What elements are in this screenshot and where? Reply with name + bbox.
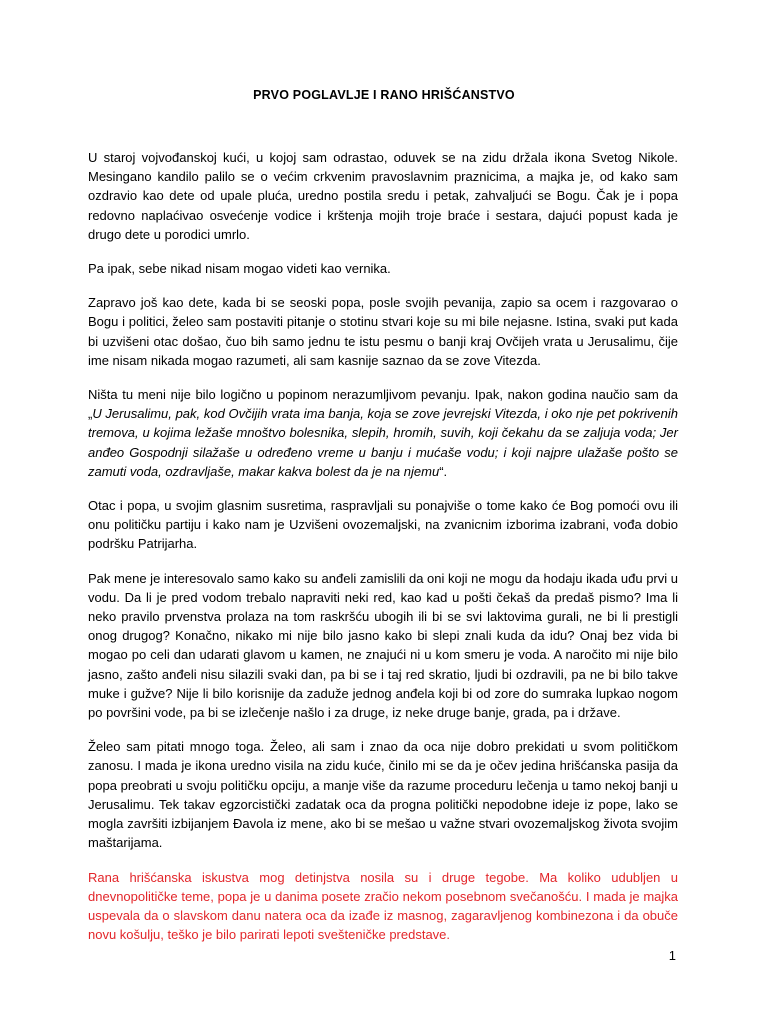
paragraph-highlighted: Rana hrišćanska iskustva mog detinjstva nosila su i druge tegobe. Ma koliko udubljen u dnevnopolitičke teme, popa je u danima posete zračio nekom posebnom svečanošću. I mada je majka uspevala da o slavskom danu natera oca da izađe iz masnog, zagaravljenog kombinezona i da obuče novu košulju, teško je bilo parirati lepoti svešteničke predstave. — [88, 869, 678, 943]
paragraph-quote — [88, 385, 678, 481]
document-body — [88, 148, 678, 959]
paragraph-6: Želeo sam pitati mnogo toga. Želeo, ali sam i znao da oca nije dobro prekidati u svom političkom zanosu. I mada je ikona uredno visila na zidu kuće, činilo mi se da je očev jedina hrišćanska pasija da popa preobrati u svoju političku opciju, a manje više da razume proceduru lečenja u tamo nekoj banji u Jerusalimu. Tek takav egzorcistički zadatak oca da progna politički nepodobne ideje iz pope, lako se mogla završiti izbijanjem Đavola iz mene, ako bi se mešao u važne stvari ovozemaljskog života svojim maštarijama. — [88, 739, 678, 851]
paragraph-2: Pa ipak, sebe nikad nisam mogao videti kao vernika. — [88, 261, 391, 277]
chapter-title: PRVO POGLAVLJE I RANO HRIŠĆANSTVO — [253, 88, 515, 102]
page-number: 1 — [668, 948, 676, 963]
bible-quote: U Jerusalimu, pak, kod Ovčijih vrata ima banja, koja se zove jevrejski Vitezda, i oko nje pet pokrivenih tremova, u kojima ležaše mnoštvo bolesnika, slepih, hromih, suvih, koji čekahu da se zaljuja voda; Jer anđeo Gospodnji silažaše u određeno vreme u banju i mućaše vodu; i koji najpre ulažaše pošto se zamuti voda, ozdravljaše, makar kakva bolest da je na njemu — [88, 406, 678, 479]
paragraph-5: Pak mene je interesovalo samo kako su anđeli zamislili da oni koji ne mogu da hodaju ikada uđu prvi u vodu. Da li je pred vodom trebalo napraviti neki red, kao kad u pošti čekaš da predaš pismo? Ima li neko pravilo prvenstva prolaza na tom raskršću ubogih ili bi se svi laktovima gurali, ne bi li prestigli onog drugog? Konačno, nikako mi nije bilo jasno kako bi slepi znali kuda da idu? Onaj bez vida bi mogao po celi dan udarati glavom u kamen, ne znajući ni u kom smeru je voda. A naročito mi nije bilo jasno, zašto anđeli nisu silazili svaki dan, pa bi se i taj red skratio, ljudi bi ozdravili, pa ne bi bilo takve muke i gužve? Nije li bilo korisnije da zaduže jednog anđela koji bi od zore do sumraka lupkao nogom po površini vode, pa bi se izlečenje našlo i za druge, iz neke druge banje, grada, pa i države. — [88, 570, 678, 721]
paragraph-4: Otac i popa, u svojim glasnim susretima, raspravljali su ponajviše o tome kako će Bog pomoći ovu ili onu političku partiju i kako nam je Uzvišeni ovozemaljski, na zvanicnim izborima izabrani, vođa dobio podršku Patrijarha. — [88, 498, 678, 552]
quote-outro: “. — [439, 463, 448, 479]
paragraph-3: Zapravo još kao dete, kada bi se seoski popa, posle svojih pevanija, zapio sa ocem i razgovarao o Bogu i politici, želeo sam postaviti pitanje o stotinu stvari koje su mi bile nejasne. Istina, svaki put kada bi uzvišeni otac došao, čuo bih samo jednu te istu pesmu o banji kraj Ovčijeh vrata u Jerusalimu, čije ime nisam nikada mogao razumeti, ali sam kasnije saznao da se zove Vitezda. — [88, 295, 678, 368]
quote-intro: Ništa tu meni nije bilo logično u popinom nerazumljivom pevanju. Ipak, nakon godina naučio sam da „ — [88, 387, 678, 422]
paragraph-1: U staroj vojvođanskoj kući, u kojoj sam odrastao, oduvek se na zidu držala ikona Svetog Nikole. Mesingano kandilo palilo se o većim crkvenim pravoslavnim praznicima, a majka je, od kako sam ozdravio kao dete od upale pluća, uredno postila sredu i petak, zahvaljući se Bogu. Čak je i popa redovno naplaćivao osvećenje vodice i krštenja mojih troje braće i sestara, dajući popust kada je drugo dete u porodici umrlo. — [88, 150, 678, 242]
